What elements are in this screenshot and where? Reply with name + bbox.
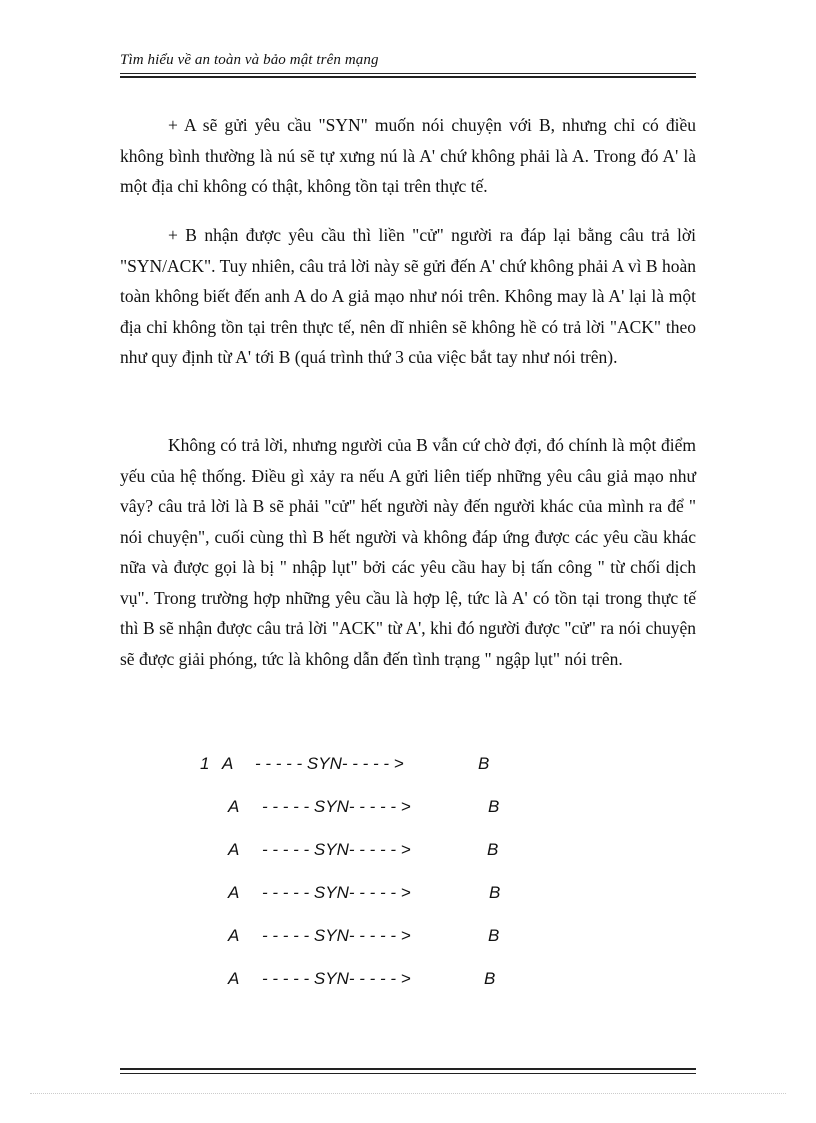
diagram-row — [200, 840, 520, 864]
diagram-sender: A — [228, 969, 240, 988]
diagram-receiver: B — [484, 969, 496, 988]
diagram-arrow: - - - - - SYN- - - - - > — [255, 754, 404, 773]
diagram-row — [200, 926, 520, 950]
diagram-arrow: - - - - - SYN- - - - - > — [262, 926, 411, 945]
diagram-row — [200, 797, 520, 821]
diagram-receiver: B — [478, 754, 490, 773]
header-rule-thick — [120, 76, 696, 78]
diagram-arrow: - - - - - SYN- - - - - > — [262, 969, 411, 988]
diagram-row — [200, 969, 520, 993]
diagram-sender: A — [228, 883, 240, 902]
diagram-sender: A — [228, 926, 240, 945]
footer-rule-thin — [120, 1073, 696, 1074]
diagram-arrow: - - - - - SYN- - - - - > — [262, 883, 411, 902]
diagram-row — [200, 754, 520, 778]
diagram-sender: A — [228, 797, 240, 816]
header-rule-thin — [120, 73, 696, 74]
diagram-sender: A — [228, 840, 240, 859]
diagram-sender: A — [222, 754, 234, 773]
paragraph-1: + A sẽ gửi yêu cầu "SYN" muốn nói chuyện với B, nhưng chỉ có điều không bình thường là nú sẽ tự xưng nú là A' chứ không phải là A. Trong đó A' là một địa chỉ không có thật, không tồn tại trên thực tế. — [120, 115, 696, 196]
diagram-row — [200, 883, 520, 907]
diagram-receiver: B — [489, 883, 501, 902]
diagram-receiver: B — [488, 926, 500, 945]
paragraph-3: Không có trả lời, nhưng người của B vẫn cứ chờ đợi, đó chính là một điểm yếu của hệ thống. Điều gì xảy ra nếu A gửi liên tiếp những yêu câu giả mạo như vây? câu trả lời là B sẽ phải "cử" hết người này đến người khác của mình ra để " nói chuyện", cuối cùng thì B hết người và không đáp ứng được các yêu cầu khác nữa và được gọi là bị " nhập lụt" bởi các yêu cầu hay bị tấn công " từ chối dịch vụ". Trong trường hợp những yêu cầu là hợp lệ, tức là A' có tồn tại trong thực tế thì B sẽ nhận được câu trả lời "ACK" từ A', khi đó người được "cử" ra nói chuyện sẽ được giải phóng, tức là không dẫn đến tình trạng " ngập lụt" nói trên. — [120, 435, 696, 669]
diagram-receiver: B — [487, 840, 499, 859]
diagram-row-number: 1 — [200, 754, 210, 773]
diagram-receiver: B — [488, 797, 500, 816]
diagram-arrow: - - - - - SYN- - - - - > — [262, 840, 411, 859]
header-title: Tìm hiểu về an toàn và bảo mật trên mạng — [120, 52, 379, 68]
diagram-arrow: - - - - - SYN- - - - - > — [262, 797, 411, 816]
paragraph-2: + B nhận được yêu cầu thì liền "cử" người ra đáp lại bằng câu trả lời "SYN/ACK". Tuy nhiên, câu trả lời này sẽ gửi đến A' chứ không phải A vì B hoàn toàn không biết đến anh A do A giả mạo như nói trên. Không may là A' lại là một địa chỉ không tồn tại trên thực tế, nên dĩ nhiên sẽ không hề có trả lời "ACK" theo như quy định từ A' tới B (quá trình thứ 3 của việc bắt tay như nói trên). — [120, 225, 696, 367]
footer-rule-thick — [120, 1068, 696, 1070]
page-bottom-divider — [30, 1093, 786, 1094]
